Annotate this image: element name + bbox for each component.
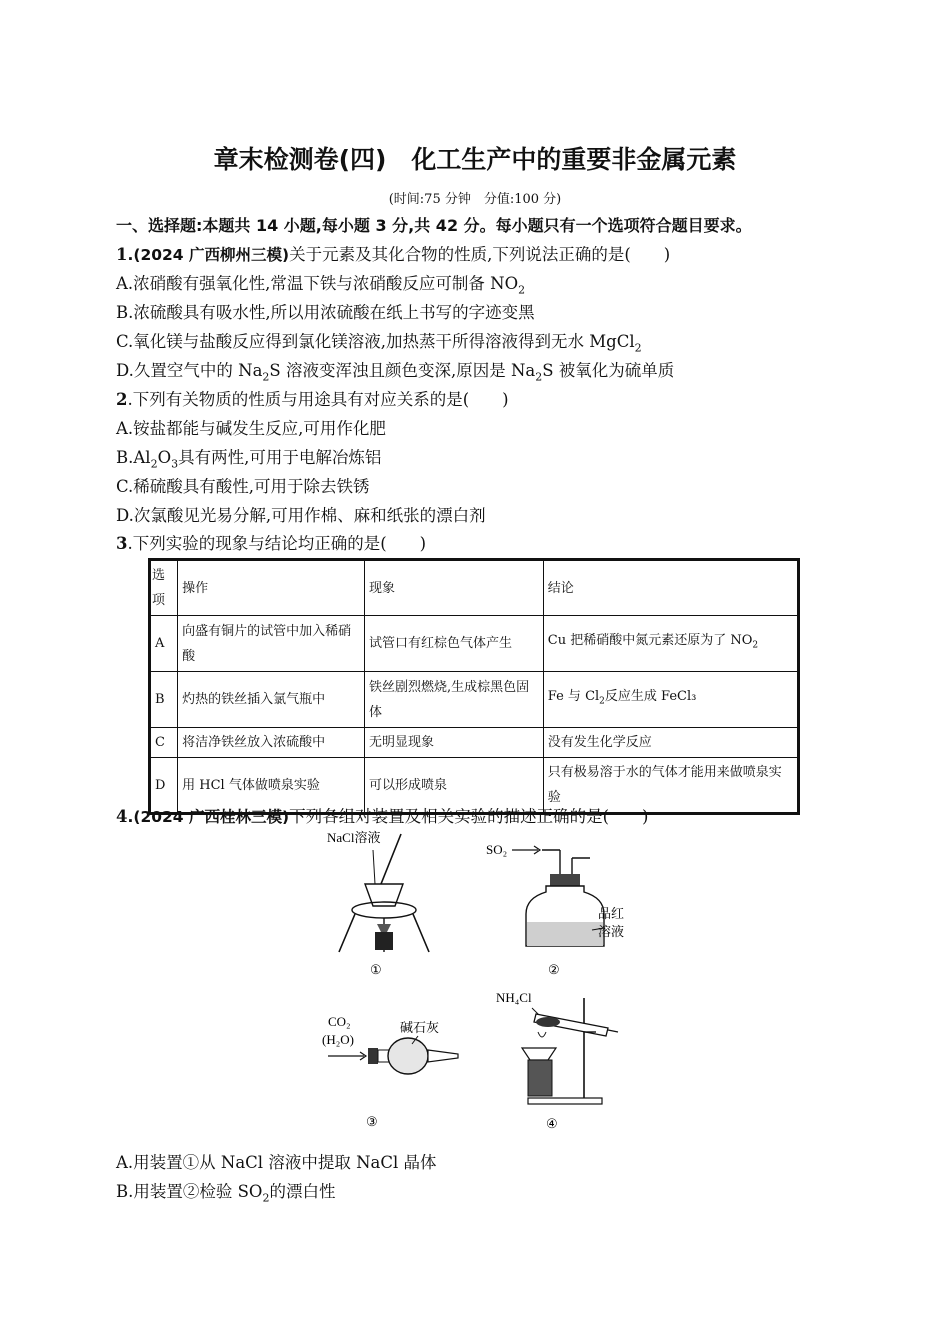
table-header-cell: 结论 (543, 560, 798, 616)
q4-option-a: A.用装置①从 NaCl 溶液中提取 NaCl 晶体 (116, 1153, 437, 1172)
question-text: 下列各组对装置及相关实验的描述正确的是( ) (289, 807, 649, 826)
fig1-label: NaCl溶液 (327, 830, 381, 845)
question-2-stem (116, 388, 509, 412)
table-cell: D (150, 758, 178, 814)
question-text: 关于元素及其化合物的性质,下列说法正确的是( ) (289, 245, 671, 264)
table-cell: B (150, 672, 178, 728)
table-cell: 将洁净铁丝放入浓硫酸中 (178, 728, 365, 758)
experiment-table (148, 558, 800, 815)
fig4-reagent-label: NH₄Cl (496, 990, 532, 1005)
table-header-cell: 选项 (150, 560, 178, 616)
table-cell: 只有极易溶于水的气体才能用来做喷泉实验 (543, 758, 798, 814)
q1-option-a: A.浓硝酸有强氧化性,常温下铁与浓硝酸反应可制备 $NO_2$ (116, 274, 526, 297)
table-cell: 无明显现象 (364, 728, 543, 758)
question-source: .(2024 广西桂林三模) (127, 808, 290, 826)
table-header-cell: 操作 (178, 560, 365, 616)
table-cell: 灼热的铁丝插入氯气瓶中 (178, 672, 365, 728)
apparatus-drying-tube-figure (318, 1010, 468, 1132)
table-cell: Cu 把稀硝酸中氮元素还原为了 $NO_2$ (543, 616, 798, 672)
table-cell: 试管口有红棕色气体产生 (364, 616, 543, 672)
table-cell: 向盛有铜片的试管中加入稀硝酸 (178, 616, 365, 672)
table-cell: 铁丝剧烈燃烧,生成棕黑色固体 (364, 672, 543, 728)
fig2-liquid-label-1: 品红 (598, 907, 625, 922)
table-header-cell: 现象 (364, 560, 543, 616)
q2-option-b: $B.Al_2O_3$具有两性,可用于电解冶炼铝 (116, 448, 382, 471)
table-row (150, 616, 799, 672)
q2-option-d: D.次氯酸见光易分解,可用作棉、麻和纸张的漂白剂 (116, 506, 486, 525)
fig2-number: ② (548, 962, 560, 977)
fig2-gas-label: SO₂ (486, 842, 508, 857)
table-cell: Fe 与 $Cl_2$反应生成 FeCl₃ (543, 672, 798, 728)
q1-option-b: B.浓硫酸具有吸水性,所以用浓硫酸在纸上书写的字迹变黑 (116, 303, 535, 322)
q1-option-c: C.氧化镁与盐酸反应得到氯化镁溶液,加热蒸干所得溶液得到无水 MgCl$_2$ (116, 332, 642, 355)
exam-meta: (时间:75 分钟 分值:100 分) (388, 192, 562, 207)
table-cell: A (150, 616, 178, 672)
fig1-number: ① (370, 962, 382, 977)
question-text: .下列有关物质的性质与用途具有对应关系的是( ) (127, 390, 509, 409)
table-cell: 没有发生化学反应 (543, 728, 798, 758)
question-number: 3 (116, 534, 128, 553)
q4-option-b: B.用装置②检验 $SO_2$的漂白性 (116, 1182, 336, 1205)
question-source: .(2024 广西柳州三模) (127, 246, 290, 264)
q2-option-c: C.稀硫酸具有酸性,可用于除去铁锈 (116, 477, 370, 496)
apparatus-evaporation-figure (325, 828, 435, 980)
fig3-gas-label-1: CO₂ (328, 1014, 351, 1029)
fig3-gas-label-2: (H₂O) (322, 1032, 354, 1047)
table-cell: 用 HCl 气体做喷泉实验 (178, 758, 365, 814)
q1-option-d: D.久置空气中的 $Na_2S$ 溶液变浑浊且颜色变深,原因是 $Na_2S$ 被氧化为硫单质 (116, 361, 675, 384)
fig2-liquid-label-2: 溶液 (598, 925, 625, 940)
question-text: .下列实验的现象与结论均正确的是( ) (127, 534, 427, 553)
table-row (150, 672, 799, 728)
apparatus-heating-tube-figure (492, 986, 632, 1132)
fig4-number: ④ (546, 1116, 558, 1131)
apparatus-gas-bottle-figure (486, 838, 636, 980)
q2-option-a: A.铵盐都能与碱发生反应,可用作化肥 (116, 419, 386, 438)
question-number: 1 (116, 245, 128, 264)
question-number: 4 (116, 807, 128, 826)
question-1-stem (116, 243, 670, 267)
question-4-stem (116, 805, 648, 829)
section-heading: 一、选择题:本题共 14 小题,每小题 3 分,共 42 分。每小题只有一个选项符合题目要求。 (116, 216, 752, 235)
table-cell: 可以形成喷泉 (364, 758, 543, 814)
fig3-number: ③ (366, 1114, 378, 1129)
table-row (150, 728, 799, 758)
fig3-reagent-label: 碱石灰 (400, 1021, 440, 1036)
question-number: 2 (116, 390, 128, 409)
table-header-row (150, 560, 799, 616)
table-cell: C (150, 728, 178, 758)
question-3-stem (116, 532, 426, 556)
page-title: 章末检测卷(四) 化工生产中的重要非金属元素 (213, 145, 737, 174)
